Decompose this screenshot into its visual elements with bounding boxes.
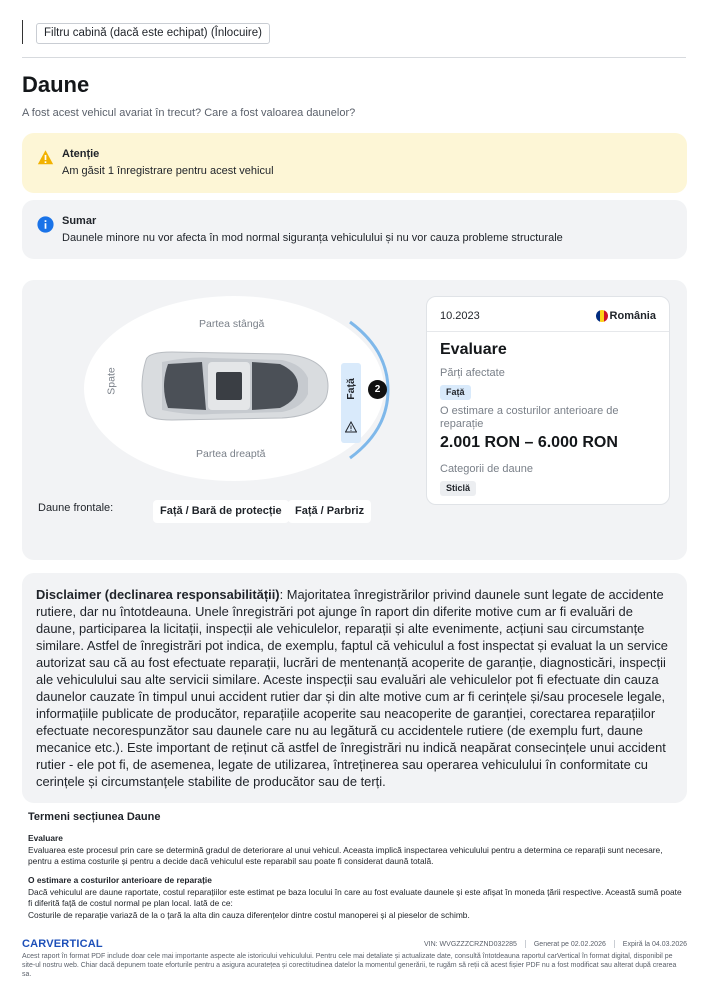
term-definition-extra: Costurile de reparație variază de la o țară la alta din cauza diferențelor dintre costul manoperei și al pieselor de schimb. (28, 909, 470, 920)
warning-alert (22, 133, 687, 193)
disclaimer-box (22, 573, 687, 803)
front-damage-tag (341, 363, 361, 443)
footer-note: Acest raport în format PDF include doar cele mai importante aspecte ale istoricului vehiculului. Pentru cele mai detaliate și actualizate date, consultă întotdeauna raportul carVertical în format digital, disponibil pe site-ul nostru web. Chiar dacă depunem toate eforturile pentru a asigura acuratețea și corectitudinea datelor la momentul generării, te rugăm să reții că acest fișier PDF nu a fost modificat sau alterat după crearea sa. (22, 953, 677, 978)
service-chip: Filtru cabină (dacă este echipat) (Înlocuire) (36, 23, 270, 44)
back-label: Spate (105, 367, 118, 395)
disclaimer-title: Disclaimer (declinarea responsabilității) (36, 587, 280, 602)
record-date: 10.2023 (440, 310, 480, 322)
estimate-label: O estimare a costurilor anterioare de reparație (440, 405, 619, 430)
term-item (28, 833, 688, 868)
divider (22, 20, 23, 44)
record-country: România (609, 310, 656, 322)
car-top-view-icon (132, 348, 332, 424)
estimate-value: 2.001 RON – 6.000 RON (440, 434, 618, 451)
damage-count-badge: 2 (368, 380, 387, 399)
generated-date: Generat pe 02.02.2026 (533, 940, 606, 948)
left-side-label: Partea stângă (199, 318, 265, 330)
terms-title: Termeni secțiunea Daune (28, 811, 161, 823)
warning-body: Am găsit 1 înregistrare pentru acest vehicul (62, 165, 274, 177)
term-name: Evaluare (28, 833, 63, 843)
category-label: Categorii de daune (440, 463, 533, 475)
warning-heading: Atenție (62, 148, 100, 160)
damaged-part-chip: Față / Bară de protecție (153, 500, 289, 523)
report-meta (418, 940, 687, 948)
term-definition: Evaluarea este procesul prin care se determină gradul de deteriorare al unui vehicul. Aceasta implică inspectarea vehiculului pentru a determina ce reparații sunt necesare, pentru a estima costurile și pentru a decide dacă vehiculul este reparabil sau poate fi considerat daună totală. (28, 844, 663, 866)
disclaimer-text: : Majoritatea înregistrărilor privind daunele sunt legate de accidente rutiere, dar nu întotdeauna. Unele înregistrări pot ajunge în raport din diferite motive cum ar fi evaluări de daune, participarea la licitații, inspecții ale vehiculelor, reparații și alte evenimente, acțiuni sau circumstanțe similare. Astfel de înregistrări pot indica, de exemplu, faptul că vehiculul a fost inspectat și evaluat la un service autorizat sau că au fost efectuate reparații, lucrări de mentenanță acoperite de garanție, diagnosticări, inspecții ale vehiculului sau alte servicii similare. Aceste inspecții sau evaluări ale vehiculelor pot fi efectuate din cauza daunelor cauzate în timpul unui accident rutier dar și din alte motive cum ar fi cerințele și/sau procesele legale, informațiile publicate de producător, reparațiile acoperite sau neacoperite de garanției, corectarea reparațiilor efectuate necorespunzător sau daunele care nu au legătură cu accidentele rutiere (de exemplu furt, daune mecanice etc.). Este important de reținut că astfel de înregistrări nu indică neapărat consecințele unui accident rutier - ele pot fi, de asemenea, legate de utilizarea, întreținerea sau operarea vehiculului în conformitate cu cerințele și circumstanțele stabilite de producător sau de terți. (36, 587, 668, 789)
warning-outline-icon (345, 421, 357, 433)
info-icon (37, 216, 54, 233)
term-definition: Dacă vehiculul are daune raportate, costul reparațiilor este estimat pe baza locului în care au fost evaluate daunele și este afișat în moneda țării respective. Această sumă poate fi diferită față de costul normal pe plan local. Iată de ce: (28, 886, 682, 908)
category-chip: Sticlă (440, 481, 476, 496)
affected-parts-label: Părți afectate (440, 367, 505, 379)
damaged-part-chip: Față / Parbriz (288, 500, 371, 523)
term-name: O estimare a costurilor anterioare de reparație (28, 875, 212, 885)
vin-text: VIN: WVGZZZCRZND032285 (423, 940, 517, 948)
expiry-date: Expiră la 04.03.2026 (622, 940, 687, 948)
affected-part-chip: Față (440, 385, 471, 400)
record-event: Evaluare (440, 341, 507, 358)
section-title: Daune (22, 72, 90, 97)
damage-record-card (426, 296, 670, 505)
term-item (28, 875, 688, 921)
front-label: Față (345, 378, 357, 400)
right-side-label: Partea dreaptă (196, 448, 266, 460)
front-damage-label: Daune frontale: (38, 502, 114, 514)
summary-body: Daunele minore nu vor afecta în mod normal siguranța vehiculului și nu vor cauza probleme structurale (62, 232, 563, 244)
top-bar (22, 18, 686, 58)
carvertical-logo: CARVERTICAL (22, 938, 103, 950)
damage-panel (22, 280, 687, 560)
divider (427, 331, 669, 332)
section-subtitle: A fost acest vehicul avariat în trecut? Care a fost valoarea daunelor? (22, 107, 356, 119)
romania-flag-icon (596, 310, 608, 322)
warning-triangle-icon (37, 149, 54, 166)
summary-heading: Sumar (62, 215, 97, 227)
summary-alert (22, 200, 687, 259)
